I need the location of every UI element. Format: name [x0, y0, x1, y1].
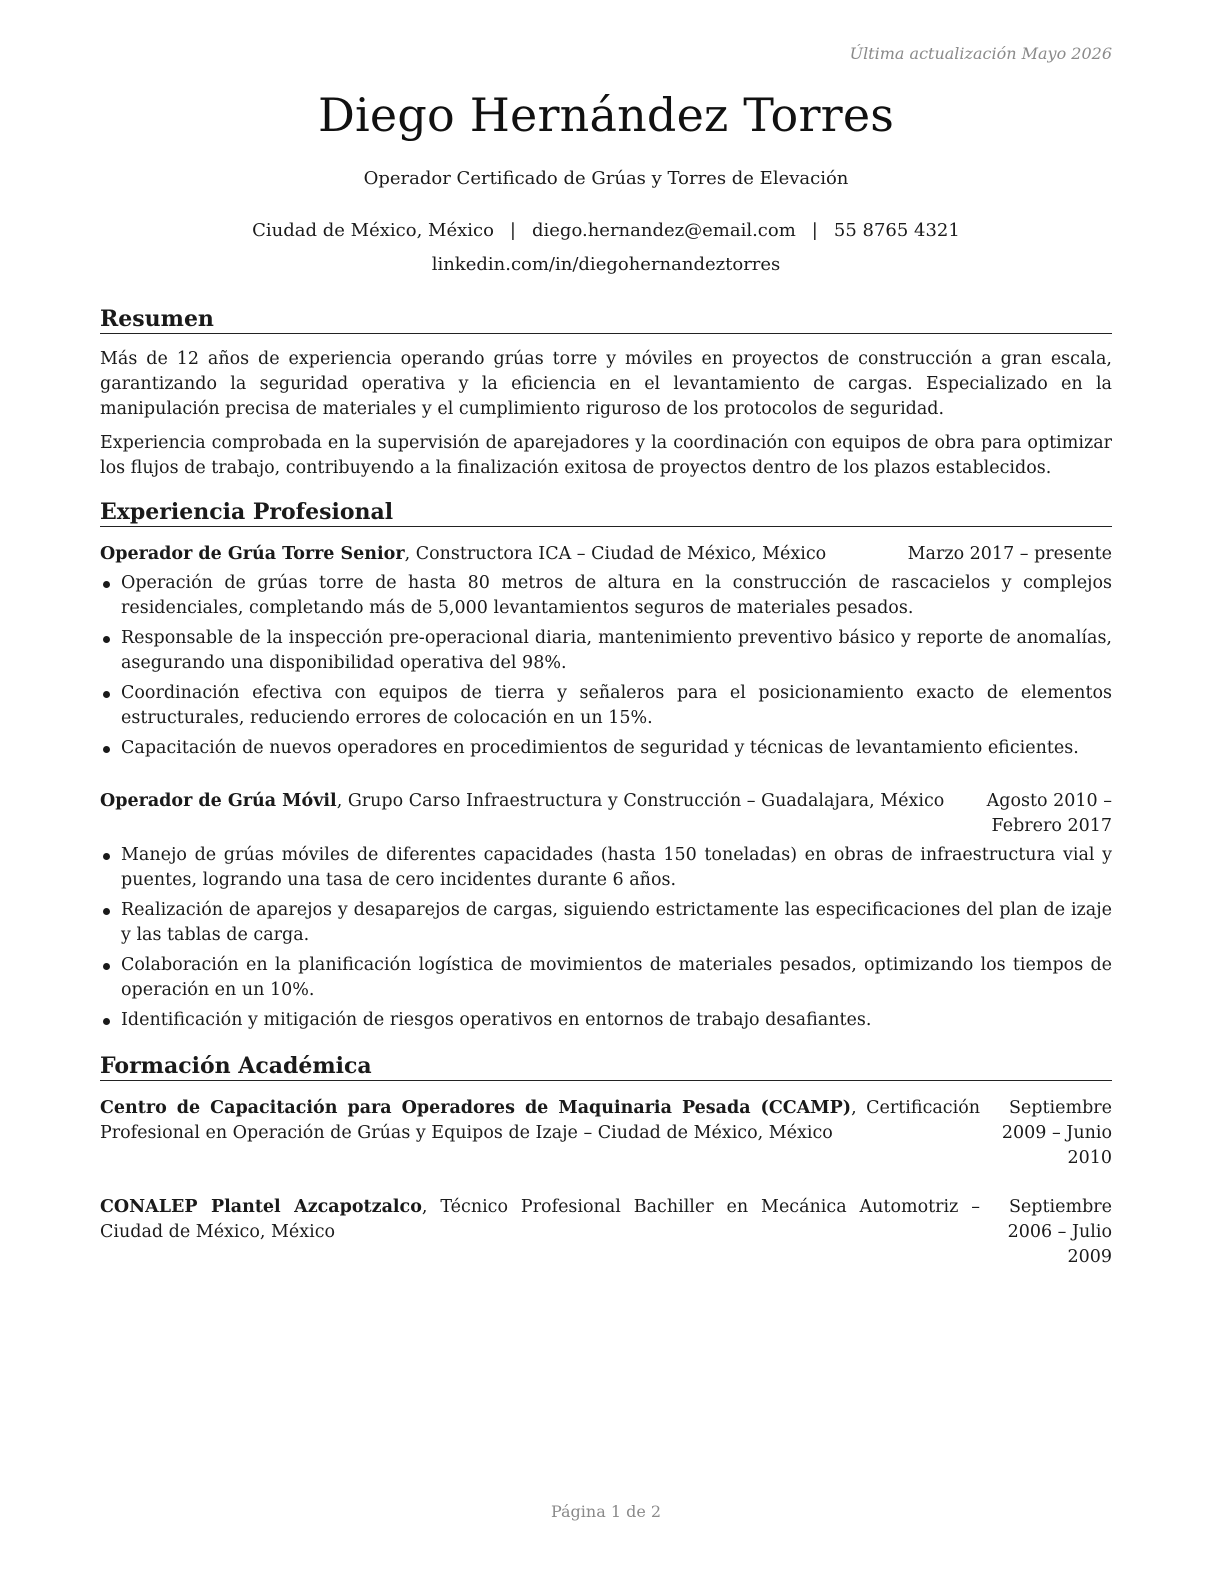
bullet-item: Colaboración en la planificación logística de movimientos de materiales pesados, optimizando los tiempos de operación en un 10%. — [100, 953, 1112, 1003]
contact-location: Ciudad de México, México — [252, 220, 494, 241]
contact-separator: | — [509, 220, 516, 241]
contact-phone: 55 8765 4321 — [833, 220, 960, 241]
resume-page — [100, 0, 1112, 1584]
bullet-item: Realización de aparejos y desaparejos de cargas, siguiendo estrictamente las especificaciones del plan de izaje y las tablas de carga. — [100, 898, 1112, 948]
summary-section — [100, 306, 1112, 481]
job-dates: Marzo 2017 – presente — [907, 544, 1112, 564]
contact-separator: | — [811, 220, 818, 241]
summary-paragraph: Más de 12 años de experiencia operando grúas torre y móviles en proyectos de construcción a gran escala, garantizando la seguridad operativa y la eficiencia en el levantamiento de cargas. Especializado en la manipulación precisa de materiales y el cumplimiento riguroso de los protocolos de seguridad. — [100, 349, 1112, 419]
bullet-item: Responsable de la inspección pre-operacional diaria, mantenimiento preventivo básico y reporte de anomalías, asegurando una disponibilidad operativa del 98%. — [100, 626, 1112, 676]
job-header — [100, 789, 1112, 839]
education-details: , Certificación Profesional en Operación de Grúas y Equipos de Izaje – Ciudad de México, México — [100, 1098, 981, 1143]
job-entry — [100, 789, 1112, 1033]
candidate-name: Diego Hernández Torres — [317, 88, 895, 142]
job-title-line — [100, 542, 896, 567]
contact-email[interactable]: diego.hernandez@email.com — [532, 220, 796, 241]
bullet-item: Capacitación de nuevos operadores en procedimientos de seguridad y técnicas de levantamiento eficientes. — [100, 736, 1112, 761]
summary-paragraph: Experiencia comprobada en la supervisión de aparejadores y la coordinación con equipos de obra para optimizar los flujos de trabajo, contribuyendo a la finalización exitosa de proyectos dentro de los plazos establecidos. — [100, 433, 1112, 478]
education-description — [100, 1096, 980, 1171]
contact-linkedin[interactable]: linkedin.com/in/diegohernandeztorres — [431, 254, 781, 275]
job-entry — [100, 542, 1112, 761]
job-dates: Agosto 2010 – Febrero 2017 — [986, 791, 1112, 836]
candidate-headline: Operador Certificado de Grúas y Torres de Elevación — [363, 168, 849, 189]
job-title-line — [100, 789, 978, 839]
education-entry — [100, 1096, 1112, 1171]
job-role: Operador de Grúa Torre Senior — [100, 544, 405, 564]
page-number: Página 1 de 2 — [550, 1502, 662, 1521]
job-bullets — [100, 843, 1112, 1033]
job-role: Operador de Grúa Móvil — [100, 791, 337, 811]
education-entry — [100, 1195, 1112, 1270]
section-title-summary: Resumen — [100, 306, 1112, 334]
experience-section — [100, 499, 1112, 1038]
job-company: , Constructora ICA – Ciudad de México, México — [404, 544, 827, 564]
bullet-item: Identificación y mitigación de riesgos operativos en entornos de trabajo desafiantes. — [100, 1008, 1112, 1033]
education-details: , Técnico Profesional Bachiller en Mecánica Automotriz – Ciudad de México, México — [100, 1197, 980, 1242]
job-bullets — [100, 571, 1112, 761]
education-institution: CONALEP Plantel Azcapotzalco — [100, 1197, 422, 1217]
education-dates: Septiembre 2009 – Junio 2010 — [1001, 1098, 1112, 1168]
bullet-item: Manejo de grúas móviles de diferentes capacidades (hasta 150 toneladas) en obras de infraestructura vial y puentes, logrando una tasa de cero incidentes durante 6 años. — [100, 843, 1112, 893]
bullet-item: Operación de grúas torre de hasta 80 metros de altura en la construcción de rascacielos y complejos residenciales, completando más de 5,000 levantamientos seguros de materiales pesados. — [100, 571, 1112, 621]
job-header — [100, 542, 1112, 567]
education-institution: Centro de Capacitación para Operadores de Maquinaria Pesada (CCAMP) — [100, 1098, 852, 1118]
education-dates: Septiembre 2006 – Julio 2009 — [1007, 1197, 1112, 1267]
contact-line — [100, 220, 1112, 241]
bullet-item: Coordinación efectiva con equipos de tierra y señaleros para el posicionamiento exacto de elementos estructurales, reduciendo errores de colocación en un 15%. — [100, 681, 1112, 731]
section-title-education: Formación Académica — [100, 1053, 1112, 1081]
job-company: , Grupo Carso Infraestructura y Construcción – Guadalajara, México — [336, 791, 945, 811]
last-updated: Última actualización Mayo 2026 — [849, 44, 1112, 63]
education-description — [100, 1195, 980, 1270]
education-section — [100, 1053, 1112, 1270]
section-title-experience: Experiencia Profesional — [100, 499, 1112, 527]
